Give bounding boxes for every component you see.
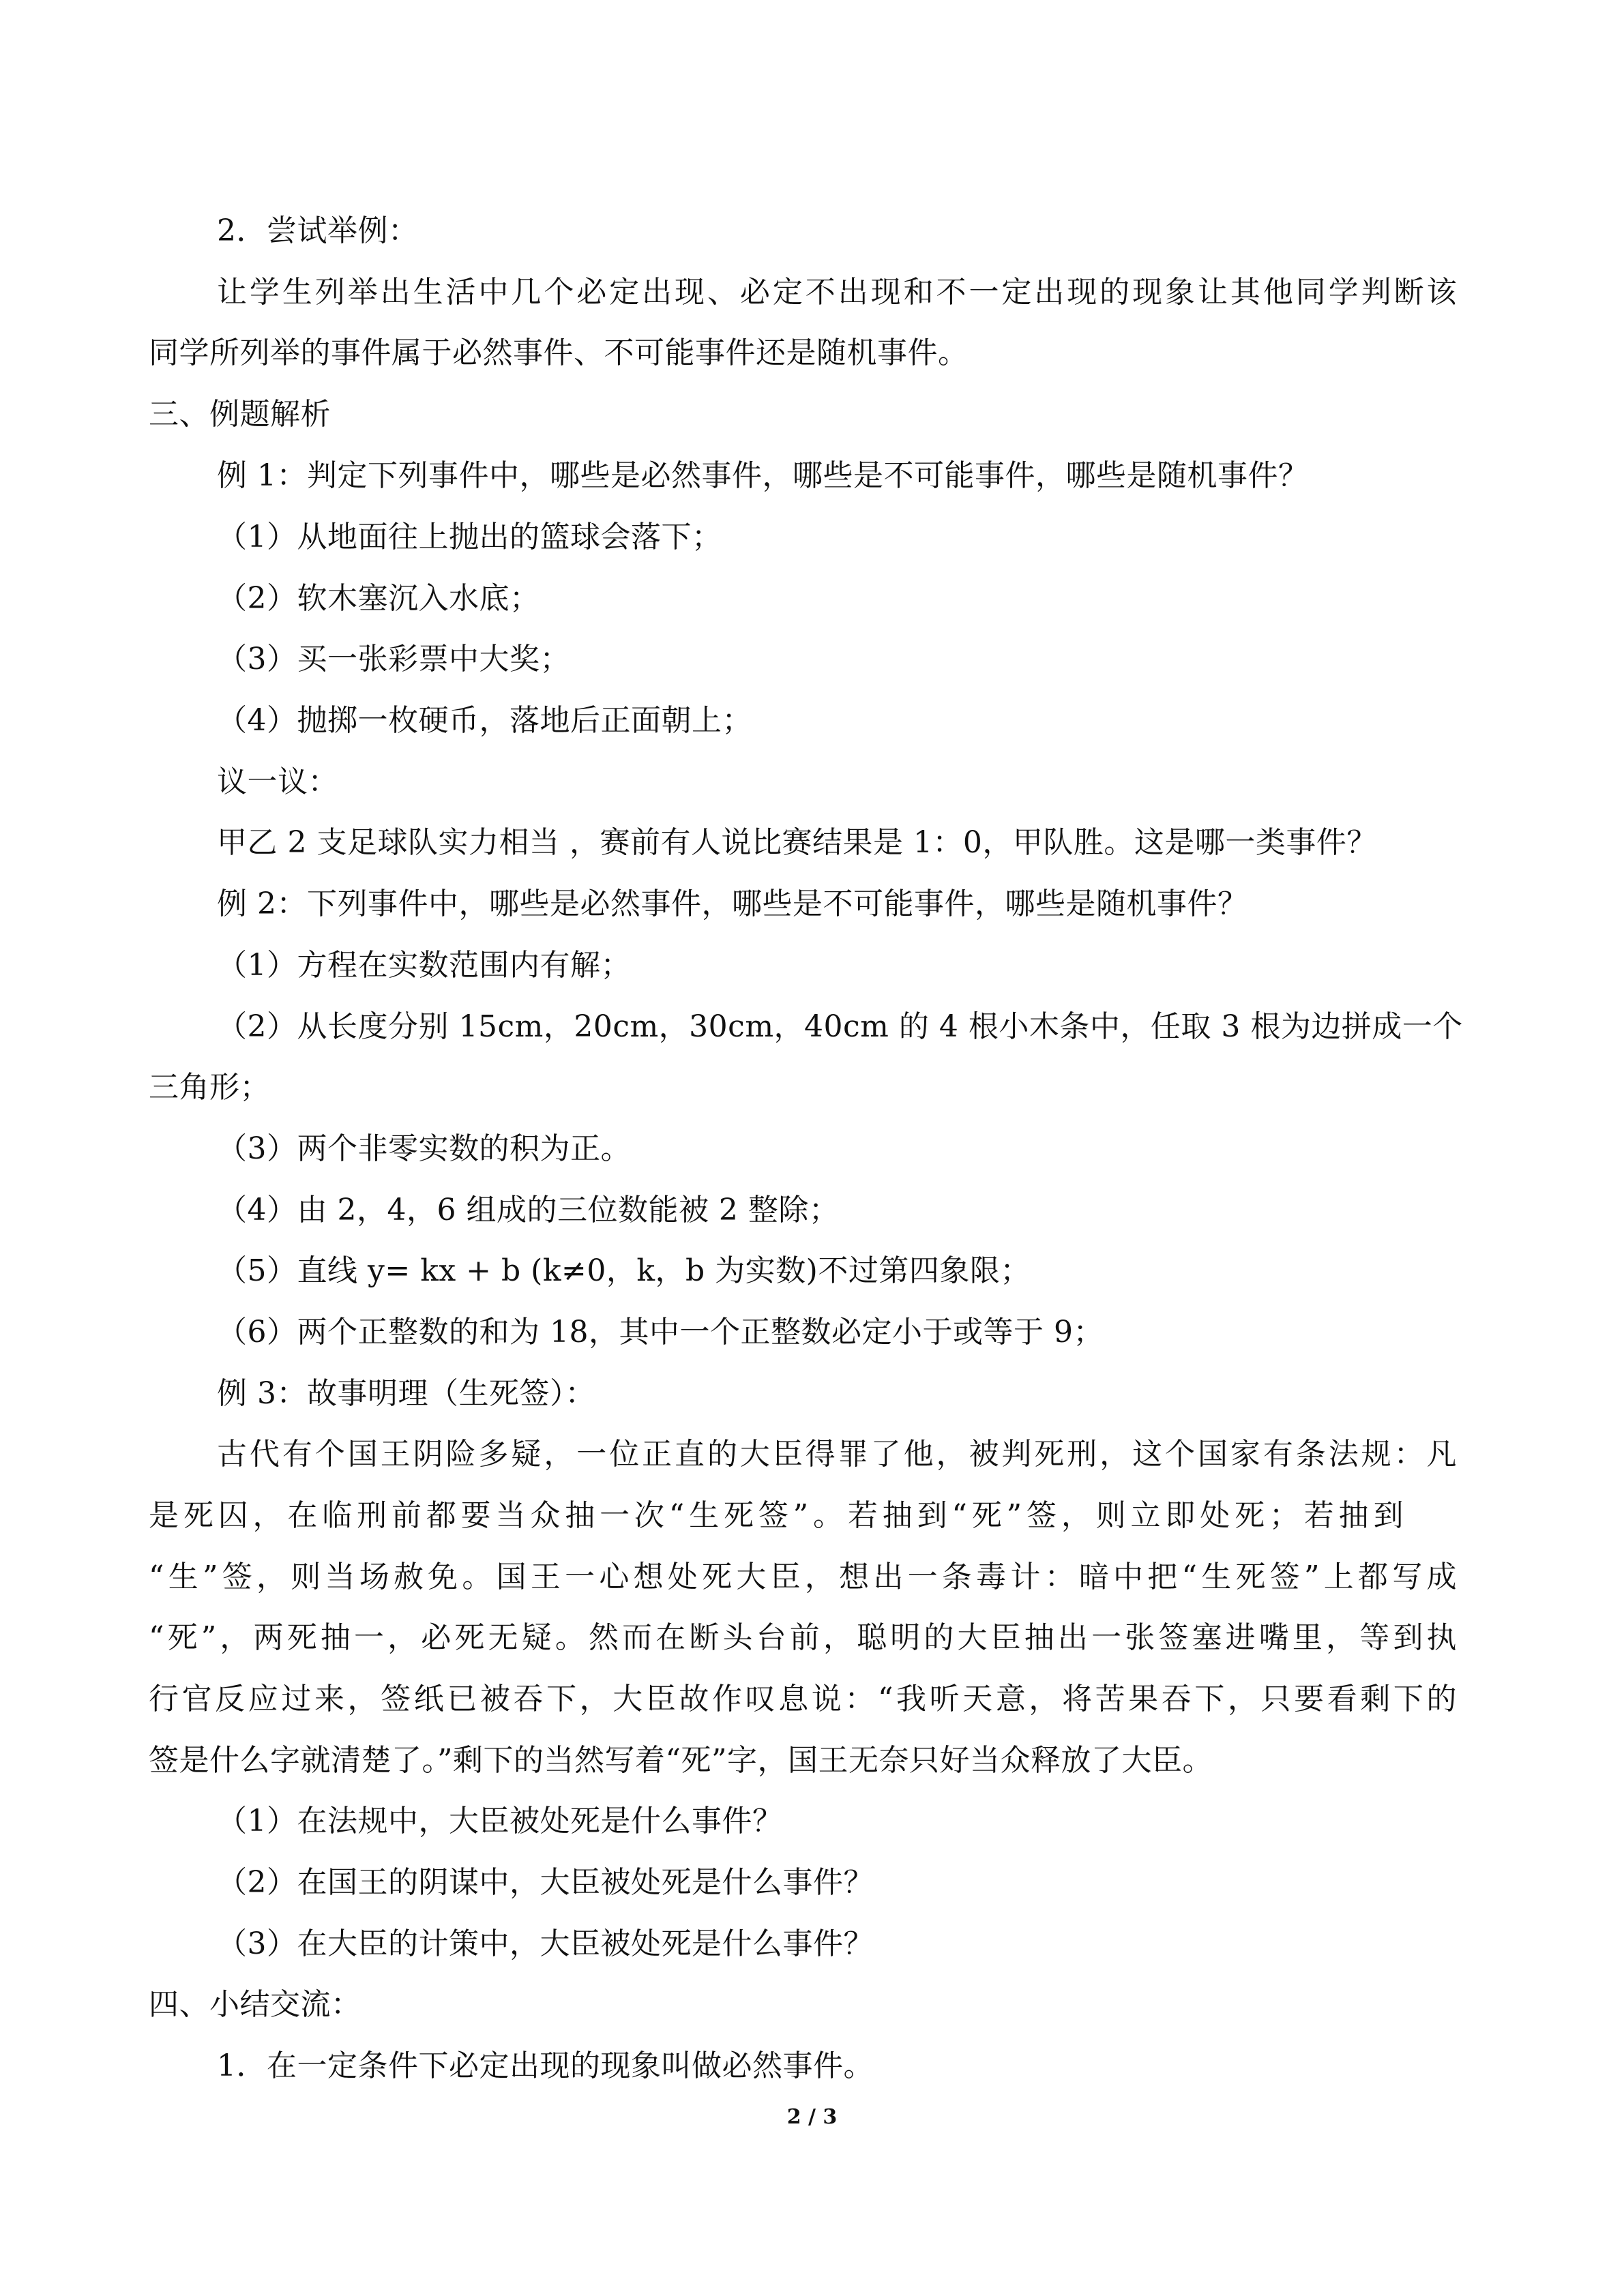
- story-paragraph-line: 行官反应过来，签纸已被吞下，大臣故作叹息说：“我听天意，将苦果吞下，只要看剩下的: [149, 1682, 1457, 1716]
- example-3-question: （1）在法规中，大臣被处死是什么事件？: [217, 1804, 783, 1838]
- example-1-item: （1）从地面往上抛出的篮球会落下；: [217, 520, 722, 554]
- discussion-heading: 议一议：: [217, 764, 338, 799]
- section-heading-examples: 三、例题解析: [149, 397, 331, 432]
- paragraph-line: 同学所列举的事件属于必然事件、不可能事件还是随机事件。: [149, 336, 969, 370]
- example-2-item: （4）由 2，4，6 组成的三位数能被 2 整除；: [217, 1193, 840, 1227]
- summary-item: 1．在一定条件下必定出现的现象叫做必然事件。: [217, 2048, 874, 2083]
- story-paragraph-line: “生”签，则当场赦免。国王一心想处死大臣，想出一条毒计：暗中把“生死签”上都写成: [149, 1560, 1457, 1594]
- example-2-item: （1）方程在实数范围内有解；: [217, 948, 631, 983]
- example-1-question: 例 1：判定下列事件中，哪些是必然事件，哪些是不可能事件，哪些是随机事件？: [217, 458, 1309, 493]
- example-2-item: （6）两个正整数的和为 18，其中一个正整数必定小于或等于 9；: [217, 1315, 1104, 1350]
- story-paragraph-line: 签是什么字就清楚了。”剩下的当然写着“死”字，国王无奈只好当众释放了大臣。: [149, 1743, 1213, 1778]
- example-1-item: （2）软木塞沉入水底；: [217, 581, 540, 616]
- paragraph-line: 让学生列举出生活中几个必定出现、必定不出现和不一定出现的现象让其他同学判断该: [217, 275, 1457, 310]
- discussion-question: 甲乙 2 支足球队实力相当 ，赛前有人说比赛结果是 1：0，甲队胜。这是哪一类事件？: [217, 825, 1377, 860]
- example-2-item: （5）直线 y= kx + b (k≠0，k，b 为实数)不过第四象限；: [217, 1253, 1031, 1288]
- example-2-question: 例 2：下列事件中，哪些是必然事件，哪些是不可能事件，哪些是随机事件？: [217, 886, 1248, 921]
- example-1-item: （3）买一张彩票中大奖；: [217, 642, 570, 676]
- page-number: 2 / 3: [786, 2105, 838, 2129]
- story-paragraph-line: 古代有个国王阴险多疑，一位正直的大臣得罪了他，被判死刑，这个国家有条法规：凡: [217, 1437, 1457, 1472]
- story-paragraph-line: “死”，两死抽一，必死无疑。然而在断头台前，聪明的大臣抽出一张签塞进嘴里，等到执: [149, 1620, 1457, 1655]
- example-2-item-continued: 三角形；: [149, 1070, 270, 1105]
- story-paragraph-line: 是死囚，在临刑前都要当众抽一次“生死签”。若抽到“死”签，则立即处死；若抽到: [149, 1498, 1404, 1533]
- example-1-item: （4）抛掷一枚硬币，落地后正面朝上；: [217, 703, 752, 738]
- example-2-item: （3）两个非零实数的积为正。: [217, 1131, 631, 1166]
- example-3-question: （2）在国王的阴谋中，大臣被处死是什么事件？: [217, 1865, 874, 1900]
- example-3-heading: 例 3：故事明理（生死签）：: [217, 1376, 595, 1411]
- section-heading-summary: 四、小结交流：: [149, 1987, 361, 2022]
- item-heading-try-examples: 2．尝试举例：: [217, 213, 419, 248]
- example-2-item: （2）从长度分别 15cm，20cm，30cm，40cm 的 4 根小木条中，任取 3 根为边拼成一个: [217, 1009, 1463, 1044]
- example-3-question: （3）在大臣的计策中，大臣被处死是什么事件？: [217, 1926, 874, 1961]
